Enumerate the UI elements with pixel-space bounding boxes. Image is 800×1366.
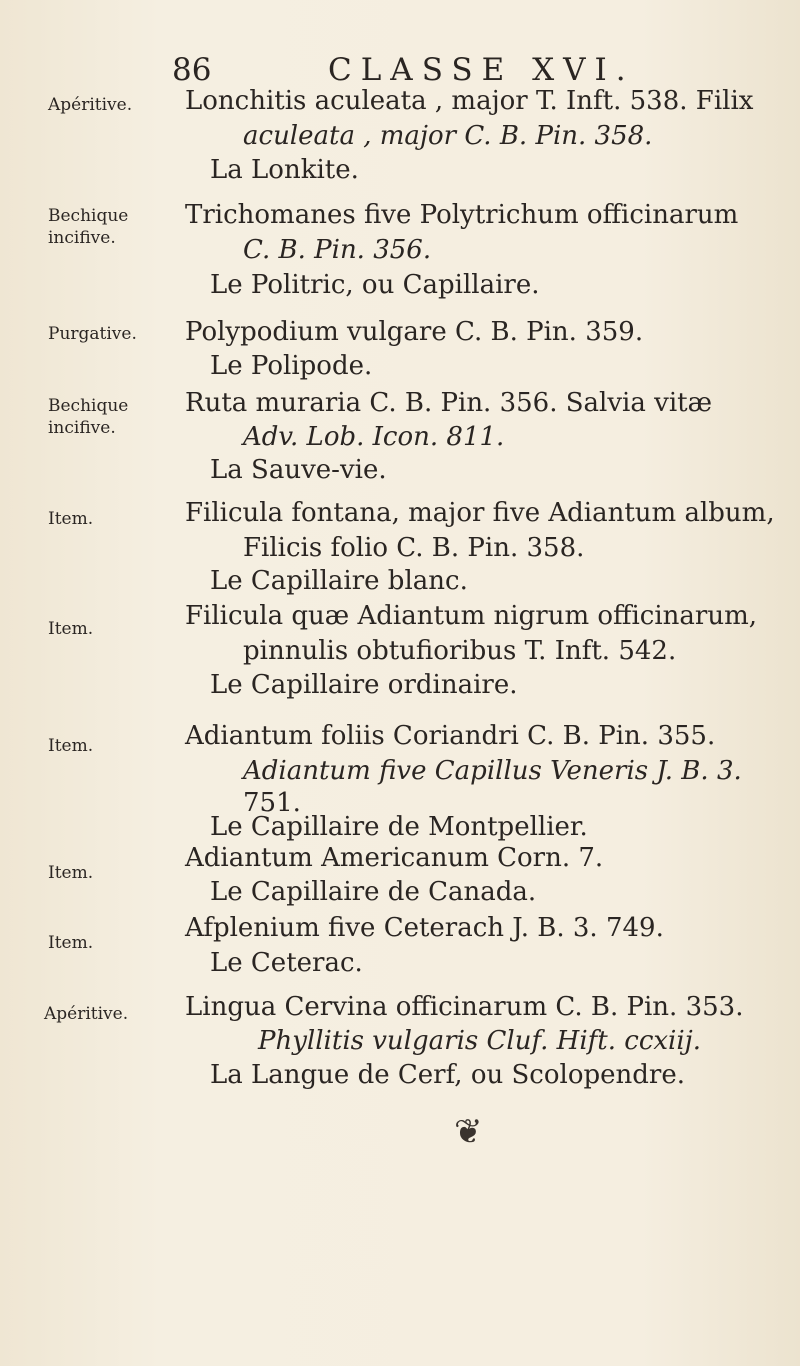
margin-note: Item. <box>48 736 94 756</box>
margin-note: Item. <box>48 619 94 639</box>
entry-line: Adiantum five Capillus Veneris J. B. 3. <box>243 756 742 786</box>
entry-line: Phyllitis vulgaris Cluf. Hift. ccxiij. <box>258 1026 702 1056</box>
entry-line: Adiantum foliis Coriandri C. B. Pin. 355. <box>185 721 716 751</box>
entry-line: Le Ceterac. <box>210 948 363 978</box>
entry-line: Le Capillaire de Montpellier. <box>210 812 588 842</box>
entry-line: pinnulis obtufioribus T. Inft. 542. <box>243 636 677 666</box>
margin-note: Item. <box>48 933 94 953</box>
margin-note: Item. <box>48 509 94 529</box>
entry-line: La Langue de Cerf, ou Scolopendre. <box>210 1060 685 1090</box>
entry-line: La Lonkite. <box>210 155 359 185</box>
page-number: 86 <box>172 52 212 88</box>
entry-line: Trichomanes five Polytrichum officinarum <box>185 200 739 230</box>
entry-line: Lonchitis aculeata , major T. Inft. 538. Filix <box>185 86 754 116</box>
margin-note: Apéritive. <box>44 1004 129 1024</box>
margin-note: Purgative. <box>48 324 137 344</box>
entry-line: Filicula quæ Adiantum nigrum officinarum, <box>185 601 758 631</box>
entry-line: Adiantum Americanum Corn. 7. <box>185 843 604 873</box>
entry-line: Filicis folio C. B. Pin. 358. <box>243 533 585 563</box>
margin-note: Apéritive. <box>48 95 133 115</box>
margin-note: Bechique incifive. <box>48 206 129 248</box>
entry-line: Adv. Lob. Icon. 811. <box>243 422 505 452</box>
entry-line: C. B. Pin. 356. <box>243 235 432 265</box>
entry-line: Lingua Cervina officinarum C. B. Pin. 353. <box>185 992 744 1022</box>
entry-line: Le Polipode. <box>210 351 373 381</box>
entry-line: Le Capillaire blanc. <box>210 566 468 596</box>
entry-line: aculeata , major C. B. Pin. 358. <box>243 121 653 151</box>
fleuron-ornament: ❦ <box>454 1112 483 1152</box>
entry-line: Polypodium vulgare C. B. Pin. 359. <box>185 317 644 347</box>
margin-note: Item. <box>48 863 94 883</box>
entry-line: Afplenium five Ceterach J. B. 3. 749. <box>185 913 664 943</box>
entry-line: 751. <box>243 788 301 818</box>
entry-line: Ruta muraria C. B. Pin. 356. Salvia vitæ <box>185 388 713 418</box>
entry-line: Le Politric, ou Capillaire. <box>210 270 540 300</box>
margin-note: Bechique incifive. <box>48 396 129 438</box>
page-title: CLASSE XVI. <box>328 52 635 88</box>
entry-line: Filicula fontana, major five Adiantum album, <box>185 498 775 528</box>
entry-line: La Sauve-vie. <box>210 455 387 485</box>
entry-line: Le Capillaire de Canada. <box>210 877 537 907</box>
entry-line: Le Capillaire ordinaire. <box>210 670 518 700</box>
